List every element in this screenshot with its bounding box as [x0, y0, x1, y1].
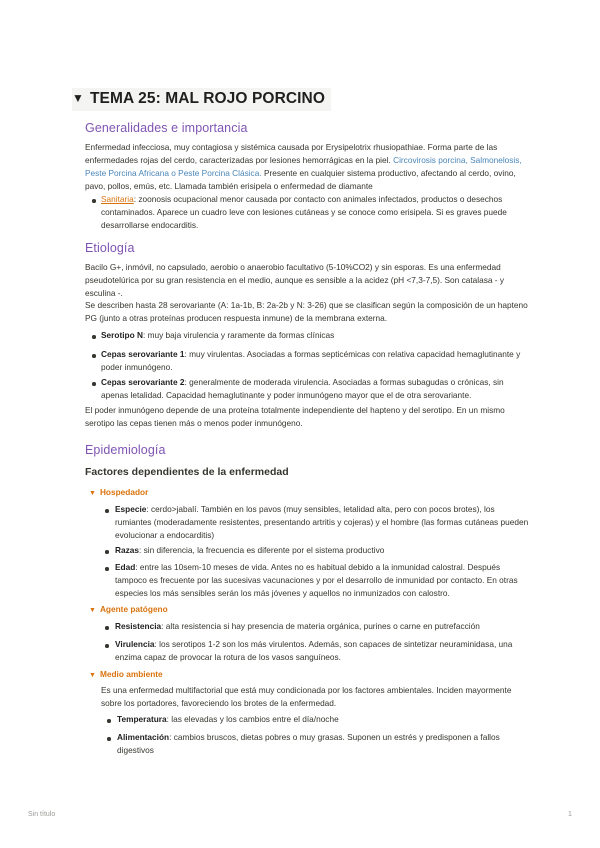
section-heading-etiologia: Etiología: [85, 241, 135, 255]
toggle-medio-ambiente[interactable]: ▼ Medio ambiente: [89, 669, 163, 679]
bullet-icon: [92, 382, 96, 386]
especie-item: Especie: cerdo>jabalí. También en los pavos (muy sensibles, letalidad alta, pero con pocos brotes), los rumiantes (moderadamente resistentes, presentando artritis y cojeras) y el hombre (las formas cutáneas pueden evolucionar a endocarditis): [115, 504, 529, 540]
enfermedades-rojas-link[interactable]: Circovirosis porcina, Salmonelosis, Peste Porcina Africana o Peste Porcina Clásica.: [85, 155, 522, 178]
bullet-icon: [105, 644, 109, 648]
bullet-icon: [105, 550, 109, 554]
subheading-factores: Factores dependientes de la enfermedad: [85, 466, 289, 478]
toggle-agente-patogeno[interactable]: ▼ Agente patógeno: [89, 604, 168, 614]
bullet-icon: [105, 567, 109, 571]
page-title[interactable]: ▼ TEMA 25: MAL ROJO PORCINO: [72, 88, 331, 111]
resistencia-item: Resistencia: alta resistencia si hay presencia de materia orgánica, purines o carne en putrefacción: [115, 621, 480, 631]
bullet-icon: [92, 199, 96, 203]
bullet-icon: [107, 737, 111, 741]
section-heading-epidemiologia: Epidemiología: [85, 443, 166, 457]
serovariante-2-item: Cepas serovariante 2: generalmente de moderada virulencia. Asociadas a formas subagudas o crónicas, sin apenas letalidad. Capacidad hemaglutinante y poder inmunógeno mayor que el de otra serovariante.: [101, 377, 504, 400]
bullet-icon: [105, 509, 109, 513]
medio-ambiente-paragraph: Es una enfermedad multifactorial que está muy condicionada por los factores ambientales. Inciden mayormente sobre los portadores, favoreciendo los brotes de la enfermedad.: [101, 685, 512, 708]
temperatura-item: Temperatura: las elevadas y los cambios entre el día/noche: [117, 714, 339, 724]
razas-item: Razas: sin diferencia, la frecuencia es diferente por el sistema productivo: [115, 545, 385, 555]
etiologia-paragraph-1: Bacilo G+, inmóvil, no capsulado, aerobio o anaerobio facultativo (5-10%CO2) y sin esporas. Es una enfermedad pseudotelúrica por su gran resistencia en el medio, aunque es sensible a la acidez (pH <7,3-7,5). Son catalasa - y esculina -.: [85, 262, 505, 298]
footer-page-number: 1: [568, 811, 572, 818]
etiologia-paragraph-3: El poder inmunógeno depende de una proteína totalmente independiente del hapteno y del serotipo. En un mismo serotipo las cepas tienen más o menos poder inmunógeno.: [85, 405, 505, 428]
bullet-icon: [107, 719, 111, 723]
sanitaria-link[interactable]: Sanitaria: [101, 194, 134, 204]
bullet-icon: [92, 354, 96, 358]
sanitaria-item: Sanitaria: zoonosis ocupacional menor causada por contacto con animales infectados, productos o desechos contaminados. Aparece un cuadro leve con lesiones cutáneas y se conoce como erisipela. Si es graves puede desarrollarse endocarditis.: [101, 194, 507, 230]
toggle-triangle-down-icon[interactable]: ▼: [72, 91, 84, 105]
toggle-triangle-down-icon[interactable]: ▼: [89, 607, 96, 614]
toggle-triangle-down-icon[interactable]: ▼: [89, 672, 96, 679]
virulencia-item: Virulencia: los serotipos 1-2 son los más virulentos. Además, son capaces de sintetizar neuraminidasa, una enzima capaz de provocar la rotura de los vasos sanguíneos.: [115, 639, 513, 662]
etiologia-paragraph-2: Se describen hasta 28 serovariante (A: 1a-1b, B: 2a-2b y N: 3-26) que se clasifican según la composición de un hapteno PG (junto a otras proteínas producen respuesta inmune) de la membrana externa.: [85, 300, 528, 323]
generalidades-paragraph: Enfermedad infecciosa, muy contagiosa y sistémica causada por Erysipelotrix rhusiopathiae. Forma parte de las enfermedades rojas del cerdo, caracterizadas por lesiones hemorrágicas en la piel. Circovirosis porcina, Salmonelosis, Peste Porcina Africana o Peste Porcina Clásica. Presente en cualquier sistema productivo, afectando al cerdo, ovino, pavo, pollos, emús, etc. Llamada también erisipela o enfermedad de diamante: [85, 142, 522, 191]
bullet-icon: [92, 335, 96, 339]
toggle-hospedador[interactable]: ▼ Hospedador: [89, 487, 149, 497]
bullet-icon: [105, 626, 109, 630]
alimentacion-item: Alimentación: cambios bruscos, dietas pobres o muy grasas. Suponen un estrés y predisponen a fallos digestivos: [117, 732, 500, 755]
toggle-triangle-down-icon[interactable]: ▼: [89, 490, 96, 497]
edad-item: Edad: entre las 10sem-10 meses de vida. Antes no es habitual debido a la inmunidad calostral. Después tampoco es frecuente por las sucesivas vacunaciones y por el desarrollo de inmunidad por contacto. En otras especies los más sensibles serán los más jóvenes y aquellos no inmunizados con calostro.: [115, 562, 518, 598]
serotipo-n-item: Serotipo N: muy baja virulencia y raramente da formas clínicas: [101, 330, 335, 340]
section-heading-generalidades: Generalidades e importancia: [85, 121, 248, 135]
footer-document-name: Sin título: [28, 811, 56, 818]
serovariante-1-item: Cepas serovariante 1: muy virulentas. Asociadas a formas septicémicas con relativa capacidad hemaglutinante y poder inmunógeno.: [101, 349, 521, 372]
